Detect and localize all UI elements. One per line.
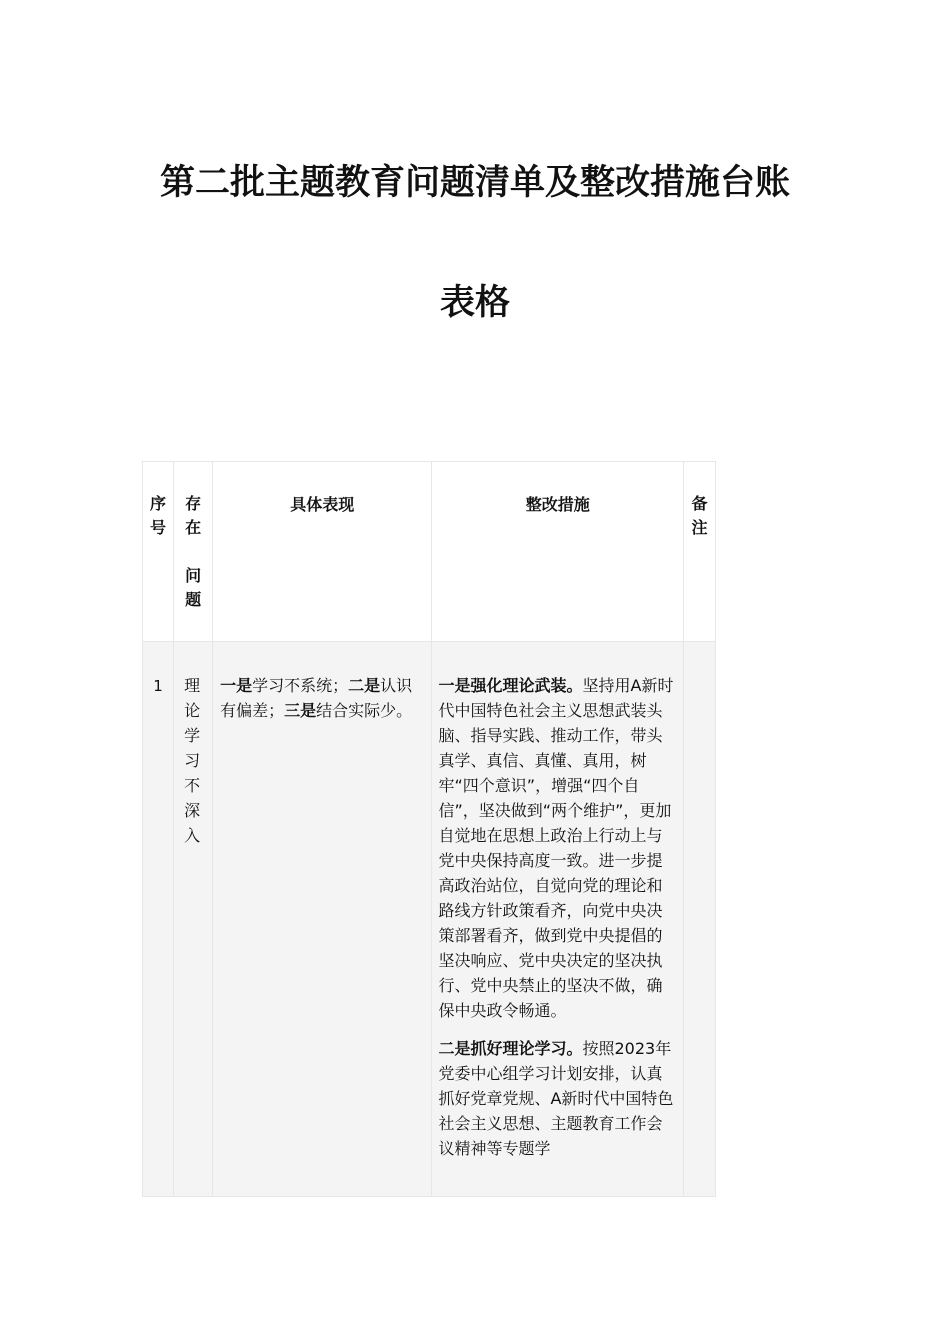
row-problem: 理论学习不深入 (184, 676, 201, 845)
row-seq: 1 (153, 677, 163, 695)
row-detail-cell (213, 642, 432, 1197)
detail-point-1-lead: 一是 (220, 676, 253, 695)
header-seq-cell (143, 462, 174, 642)
header-problem-part-1: 存在 (185, 494, 202, 537)
measure-2-lead: 二是抓好理论学习。 (438, 1039, 583, 1058)
header-problem-part-2: 问题 (185, 566, 202, 609)
header-detail: 具体表现 (290, 495, 355, 514)
table-row (143, 642, 716, 1197)
row-detail (213, 642, 431, 723)
rectification-ledger-table (142, 461, 716, 1197)
header-note: 备注 (691, 494, 708, 537)
header-note-cell (683, 462, 715, 642)
header-measures: 整改措施 (525, 495, 590, 514)
row-measures-cell (432, 642, 683, 1197)
row-note-cell (683, 642, 715, 1197)
measure-paragraph-1 (438, 673, 674, 1023)
measure-1-text: 坚持用A新时代中国特色社会主义思想武装头脑、指导实践、推动工作，带头真学、真信、真懂、真用，树牢“四个意识”，增强“四个自信”，坚决做到“两个维护”，更加自觉地在思想上政治上行动上与党中央保持高度一致。进一步提高政治站位，自觉向党的理论和路线方针政策看齐，向党中央决策部署看齐，做到党中央提倡的坚决响应、党中央决定的坚决执行、党中央禁止的坚决不做，确保中央政令畅通。 (438, 676, 674, 1020)
header-measures-cell (432, 462, 683, 642)
detail-point-3-text: 结合实际少。 (316, 701, 413, 720)
detail-point-3-lead: 三是 (284, 701, 317, 720)
detail-point-1-text: 学习不系统； (252, 676, 349, 695)
detail-point-2-lead: 二是 (348, 676, 381, 695)
row-seq-cell (143, 642, 174, 1197)
detail-point-2-text: 认识有偏差； (220, 676, 413, 720)
measure-paragraph-2 (438, 1036, 674, 1161)
row-measures (432, 642, 682, 1161)
header-detail-cell (213, 462, 432, 642)
document-title-line-1: 第二批主题教育问题清单及整改措施台账 (159, 163, 790, 203)
measure-2-text: 按照2023年党委中心组学习计划安排，认真抓好党章党规、A新时代中国特色社会主义思想、主题教育工作会议精神等专题学 (438, 1039, 674, 1158)
header-problem-cell (174, 462, 213, 642)
row-problem-cell (174, 642, 213, 1197)
measure-1-lead: 一是强化理论武装。 (438, 676, 583, 695)
table-header-row (143, 462, 716, 642)
document-title-line-2: 表格 (439, 283, 510, 323)
header-seq: 序号 (150, 494, 167, 537)
